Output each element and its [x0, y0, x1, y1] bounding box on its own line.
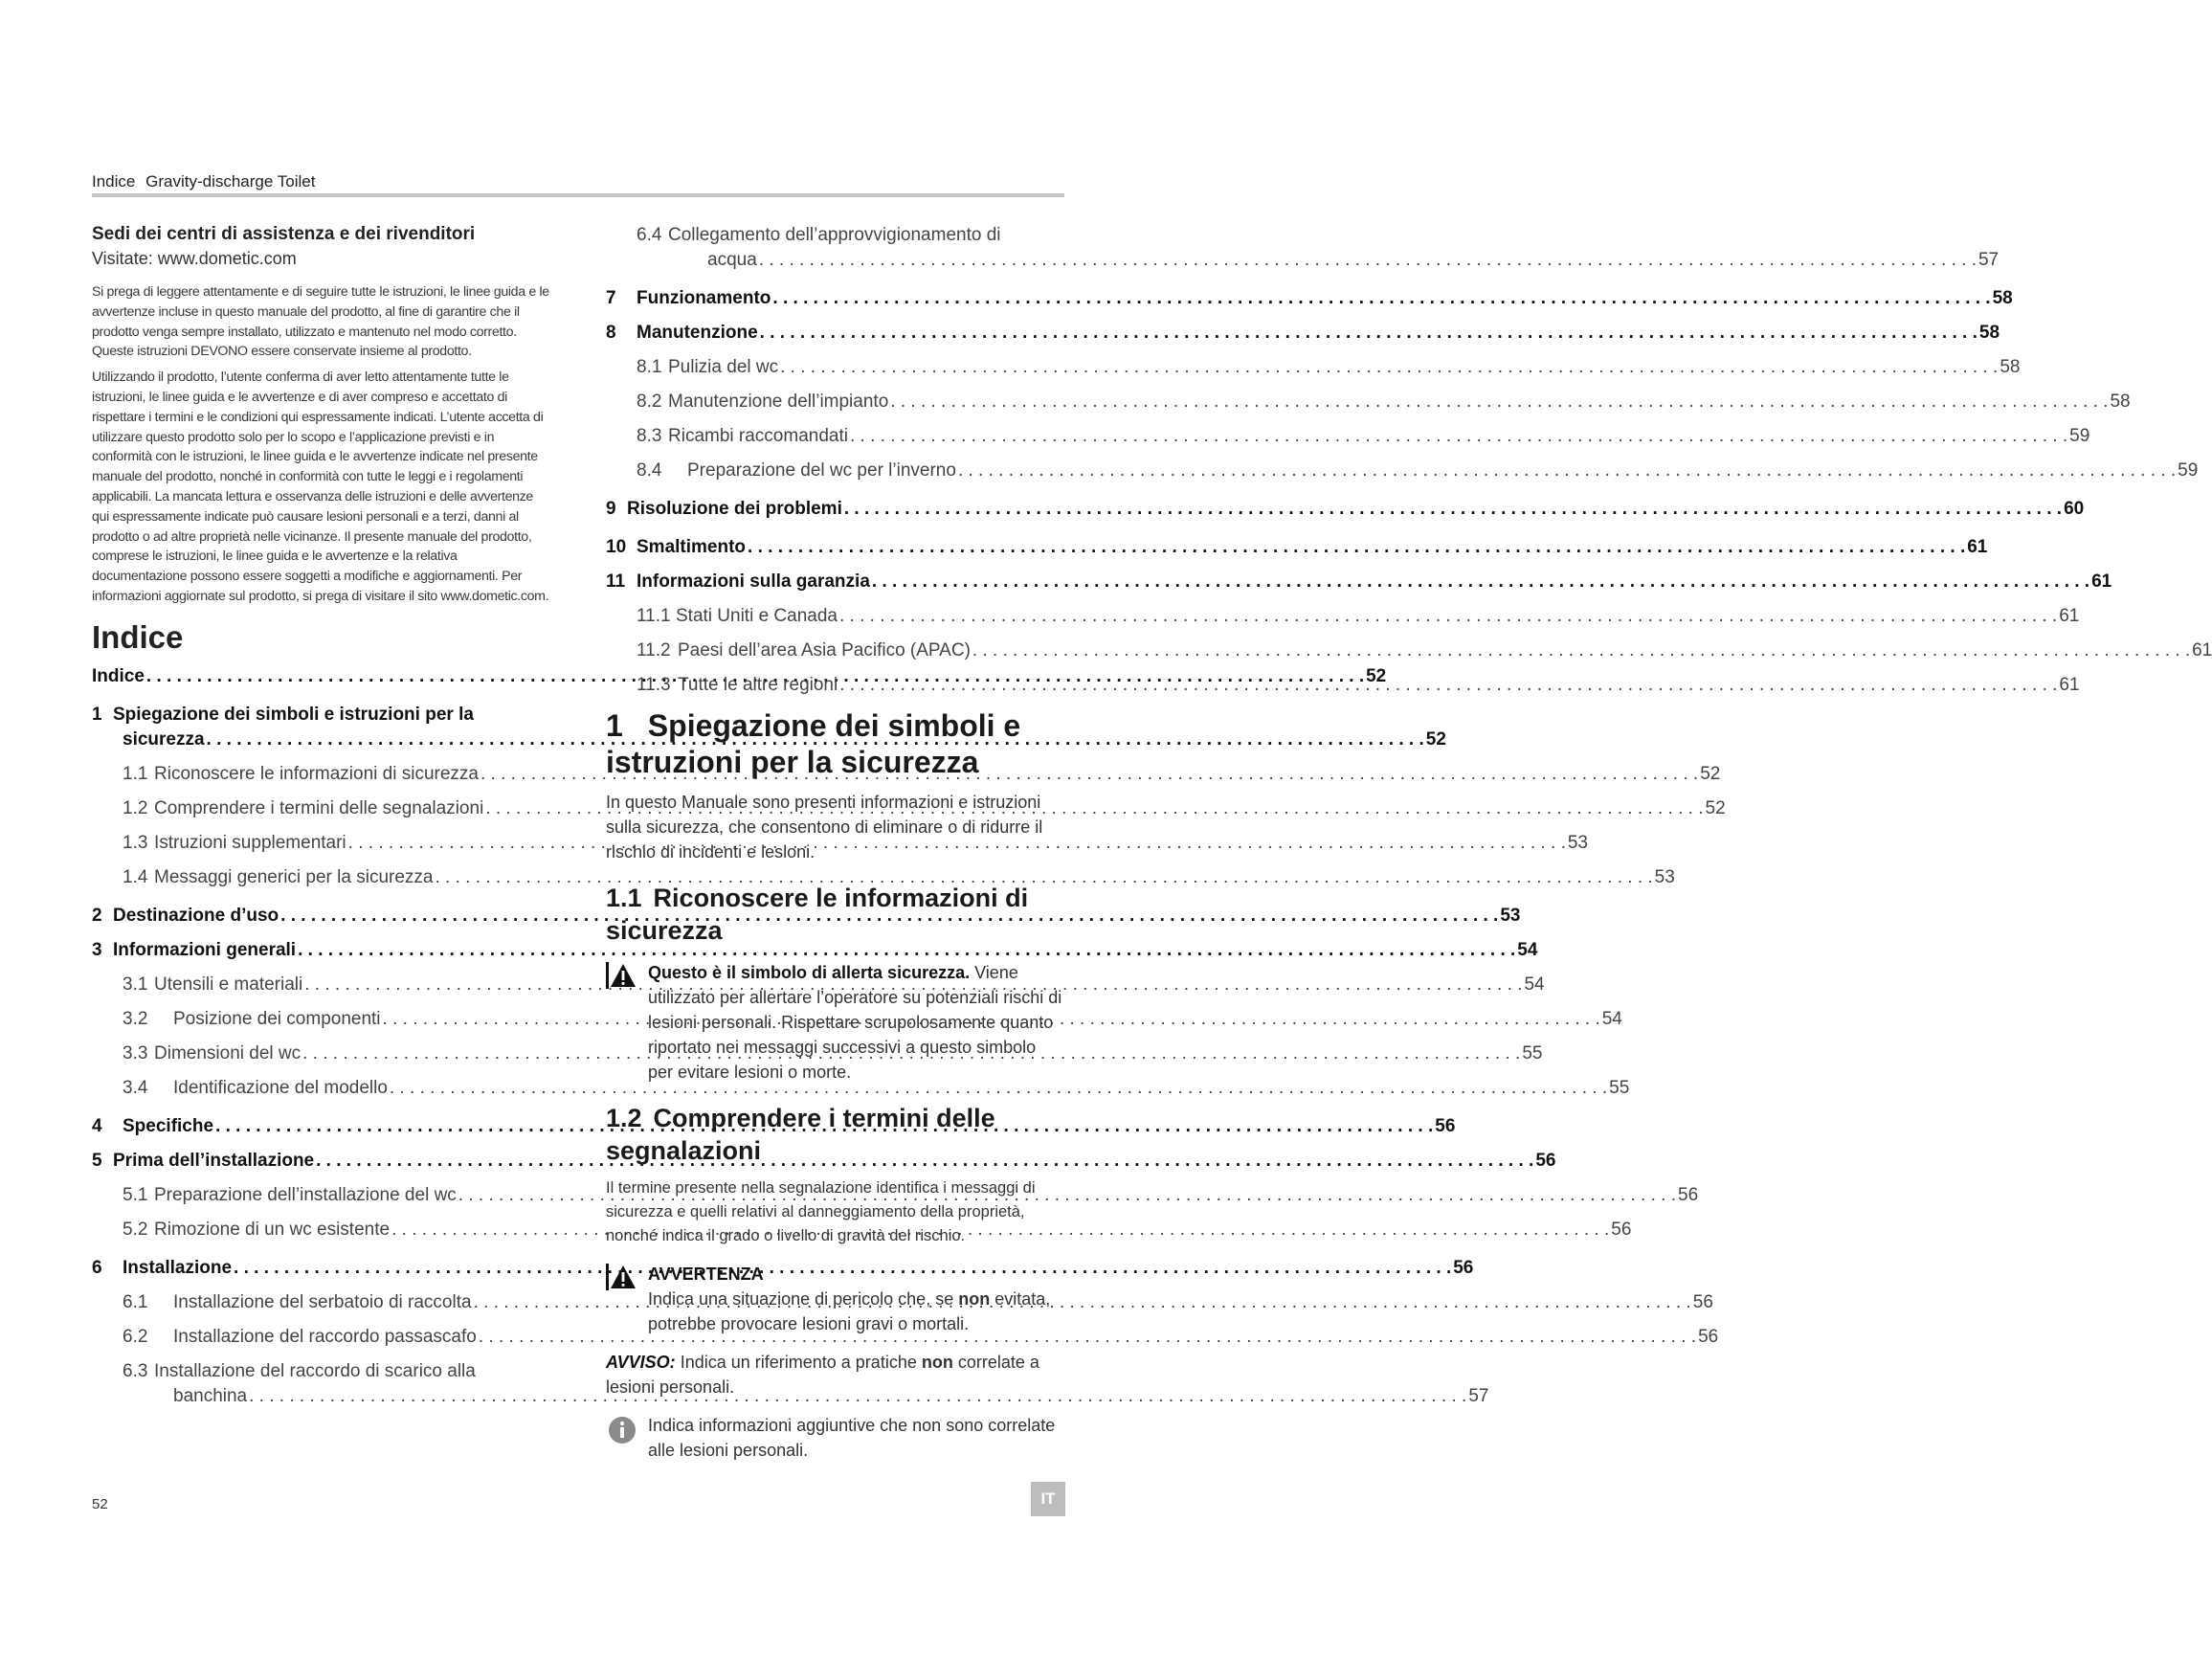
page-number: 52 [92, 1496, 108, 1512]
warning-description: Indica una situazione di pericolo che, se non evitata, potrebbe provocare lesioni gravi o mortali. [648, 1289, 1051, 1333]
visit-link-text: Visitate: www.dometic.com [92, 249, 297, 268]
notice-definition: AVVISO: Indica un riferimento a pratiche non correlate a lesioni personali. [606, 1353, 1039, 1397]
header-product: Gravity-discharge Toilet [145, 172, 316, 190]
toc-entry-1[interactable]: 1 Spiegazione dei simboli e istruzioni per la sicurezza . . . 52 [92, 703, 551, 752]
info-icon [608, 1416, 637, 1444]
header-section: Indice [92, 172, 136, 190]
toc-entry-8-1[interactable]: 8.1 Pulizia del wc . . . 58 [606, 355, 1065, 380]
toc-entry-11-3[interactable]: 11.3 Tutte le altre regioni . . . 61 [606, 673, 1065, 698]
toc-entry-6-3[interactable]: 6.3 Installazione del raccordo di scarico alla banchina . . . 57 [92, 1359, 551, 1409]
toc-entry-11-1[interactable]: 11.1 Stati Uniti e Canada . . . 61 [606, 604, 1065, 629]
warning-definition-block [606, 1262, 1065, 1336]
toc-entry-10[interactable]: 10 Smaltimento . . . 61 [606, 535, 1065, 560]
toc-entry-4[interactable]: 4 Specifiche . . . 56 [92, 1114, 551, 1139]
section-1-1-heading: 1.1 Riconoscere le informazioni di sicurezza [606, 884, 1029, 945]
toc-entry-8-3[interactable]: 8.3 Ricambi raccomandati . . . 59 [606, 424, 1065, 449]
service-centers-title: Sedi dei centri di assistenza e dei rivenditori [92, 224, 476, 244]
intro-paragraph-2: Utilizzando il prodotto, l’utente conferma di aver letto attentamente tutte le istruzioni, le linee guida e le avvertenze e di aver compreso e accettato di rispettare i termini e le condizioni qui espressamente indicati. L’utente accetta di utilizzare questo prodotto solo per lo scopo e l’applicazione previsti e in conformità con le istruzioni, le linee guida e le avvertenze indicate nel presente manuale del prodotto, nonché in conformità con tutte le leggi e i regolamenti applicabili. La mancata lettura e osservanza delle istruzioni e delle avvertenze qui espressamente indicate può causare lesioni personali e a terzi, danni al prodotto o ad altre proprietà nelle vicinanze. Il presente manuale del prodotto, comprese le istruzioni, le linee guida e le avvertenze e la relativa documentazione possono essere soggetti a modifiche e aggiornamenti. Per informazioni aggiornate sul prodotto, si prega di visitare il sito www.dometic.com. [92, 369, 549, 604]
toc-title: Indice [92, 618, 184, 655]
toc-entry-11-2[interactable]: 11.2 Paesi dell’area Asia Pacifico (APAC) . . . 61 [606, 638, 1065, 663]
toc-entry-6-4[interactable]: 6.4 Collegamento dell’approvvigionamento di acqua . . . 57 [606, 223, 1065, 273]
toc-entry-8-2[interactable]: 8.2 Manutenzione dell’impianto . . . 58 [606, 390, 1065, 414]
toc-entry-7[interactable]: 7 Funzionamento . . . 58 [606, 286, 1065, 311]
language-badge: IT [1031, 1482, 1065, 1516]
toc-entry-5-2[interactable]: 5.2 Rimozione di un wc esistente . . . 56 [92, 1218, 551, 1242]
toc-entry-8[interactable]: 8 Manutenzione . . . 58 [606, 321, 1065, 346]
warning-triangle-icon [606, 1264, 637, 1290]
toc-entry-2[interactable]: 2 Destinazione d’uso . . . 53 [92, 904, 551, 929]
toc-entry-1-3[interactable]: 1.3 Istruzioni supplementari . . . 53 [92, 831, 551, 856]
toc-entry-11[interactable]: 11 Informazioni sulla garanzia . . . 61 [606, 570, 1065, 594]
warning-triangle-icon [606, 962, 637, 989]
toc-entry-5[interactable]: 5 Prima dell’installazione . . . 56 [92, 1149, 551, 1174]
toc-entry-5-1[interactable]: 5.1 Preparazione dell’installazione del wc . . . 56 [92, 1183, 551, 1208]
toc-entry-6-2[interactable]: 6.2 Installazione del raccordo passascafo . . . 56 [92, 1325, 551, 1350]
toc-entry-1-4[interactable]: 1.4 Messaggi generici per la sicurezza . . . 53 [92, 865, 551, 890]
toc-entry-8-4[interactable]: 8.4 Preparazione del wc per l’inverno . . . 59 [606, 459, 1065, 483]
toc-entry-indice[interactable]: Indice . . . 52 [92, 664, 551, 689]
toc-entry-1-2[interactable]: 1.2 Comprendere i termini delle segnalazioni . . . 52 [92, 796, 551, 821]
section-1-2-intro: Il termine presente nella segnalazione identifica i messaggi di sicurezza e quelli relativi al danneggiamento della proprietà, nonché indica il grado o livello di gravità del rischio. [606, 1179, 1036, 1244]
toc-entry-6-1[interactable]: 6.1 Installazione del serbatoio di raccolta . . . 56 [92, 1290, 551, 1315]
section-1-2-heading: 1.2 Comprendere i termini delle segnalazioni [606, 1104, 995, 1165]
header-rule [92, 193, 1064, 197]
section-1-heading: 1 Spiegazione dei simboli e istruzioni per la sicurezza [606, 708, 1021, 779]
toc-entry-3-4[interactable]: 3.4 Identificazione del modello . . . 55 [92, 1076, 551, 1101]
intro-paragraph-1: Si prega di leggere attentamente e di seguire tutte le istruzioni, le linee guida e le avvertenze incluse in questo manuale del prodotto, al fine di garantire che il prodotto venga sempre installato, utilizzato e mantenuto nel modo corretto. Queste istruzioni DEVONO essere conservate insieme al prodotto. [92, 284, 549, 360]
toc-entry-9[interactable]: 9 Risoluzione dei problemi . . . 60 [606, 497, 1065, 522]
safety-alert-block: Questo è il simbolo di allerta sicurezza. Viene utilizzato per allertare l’operatore su potenziali rischi di lesioni personali. Rispettare scrupolosamente quanto riportato nei messaggi successivi a questo simbolo per evitare lesioni o morte. [606, 960, 1065, 1085]
toc-entry-3-3[interactable]: 3.3 Dimensioni del wc . . . 55 [92, 1041, 551, 1066]
section-1-intro: In questo Manuale sono presenti informazioni e istruzioni sulla sicurezza, che consentono di eliminare o di ridurre il rischio di incidenti e lesioni. [606, 793, 1043, 862]
running-header [92, 172, 315, 191]
toc-entry-3-1[interactable]: 3.1 Utensili e materiali . . . 54 [92, 973, 551, 997]
toc-entry-3-2[interactable]: 3.2 Posizione dei componenti . . . 54 [92, 1007, 551, 1032]
toc-entry-1-1[interactable]: 1.1 Riconoscere le informazioni di sicurezza . . . 52 [92, 762, 551, 787]
toc-entry-3[interactable]: 3 Informazioni generali . . . 54 [92, 938, 551, 963]
toc-entry-6[interactable]: 6 Installazione . . . 56 [92, 1256, 551, 1281]
info-definition-block: Indica informazioni aggiuntive che non sono correlate alle lesioni personali. [606, 1413, 1065, 1463]
warning-label: AVVERTENZA [648, 1265, 764, 1284]
